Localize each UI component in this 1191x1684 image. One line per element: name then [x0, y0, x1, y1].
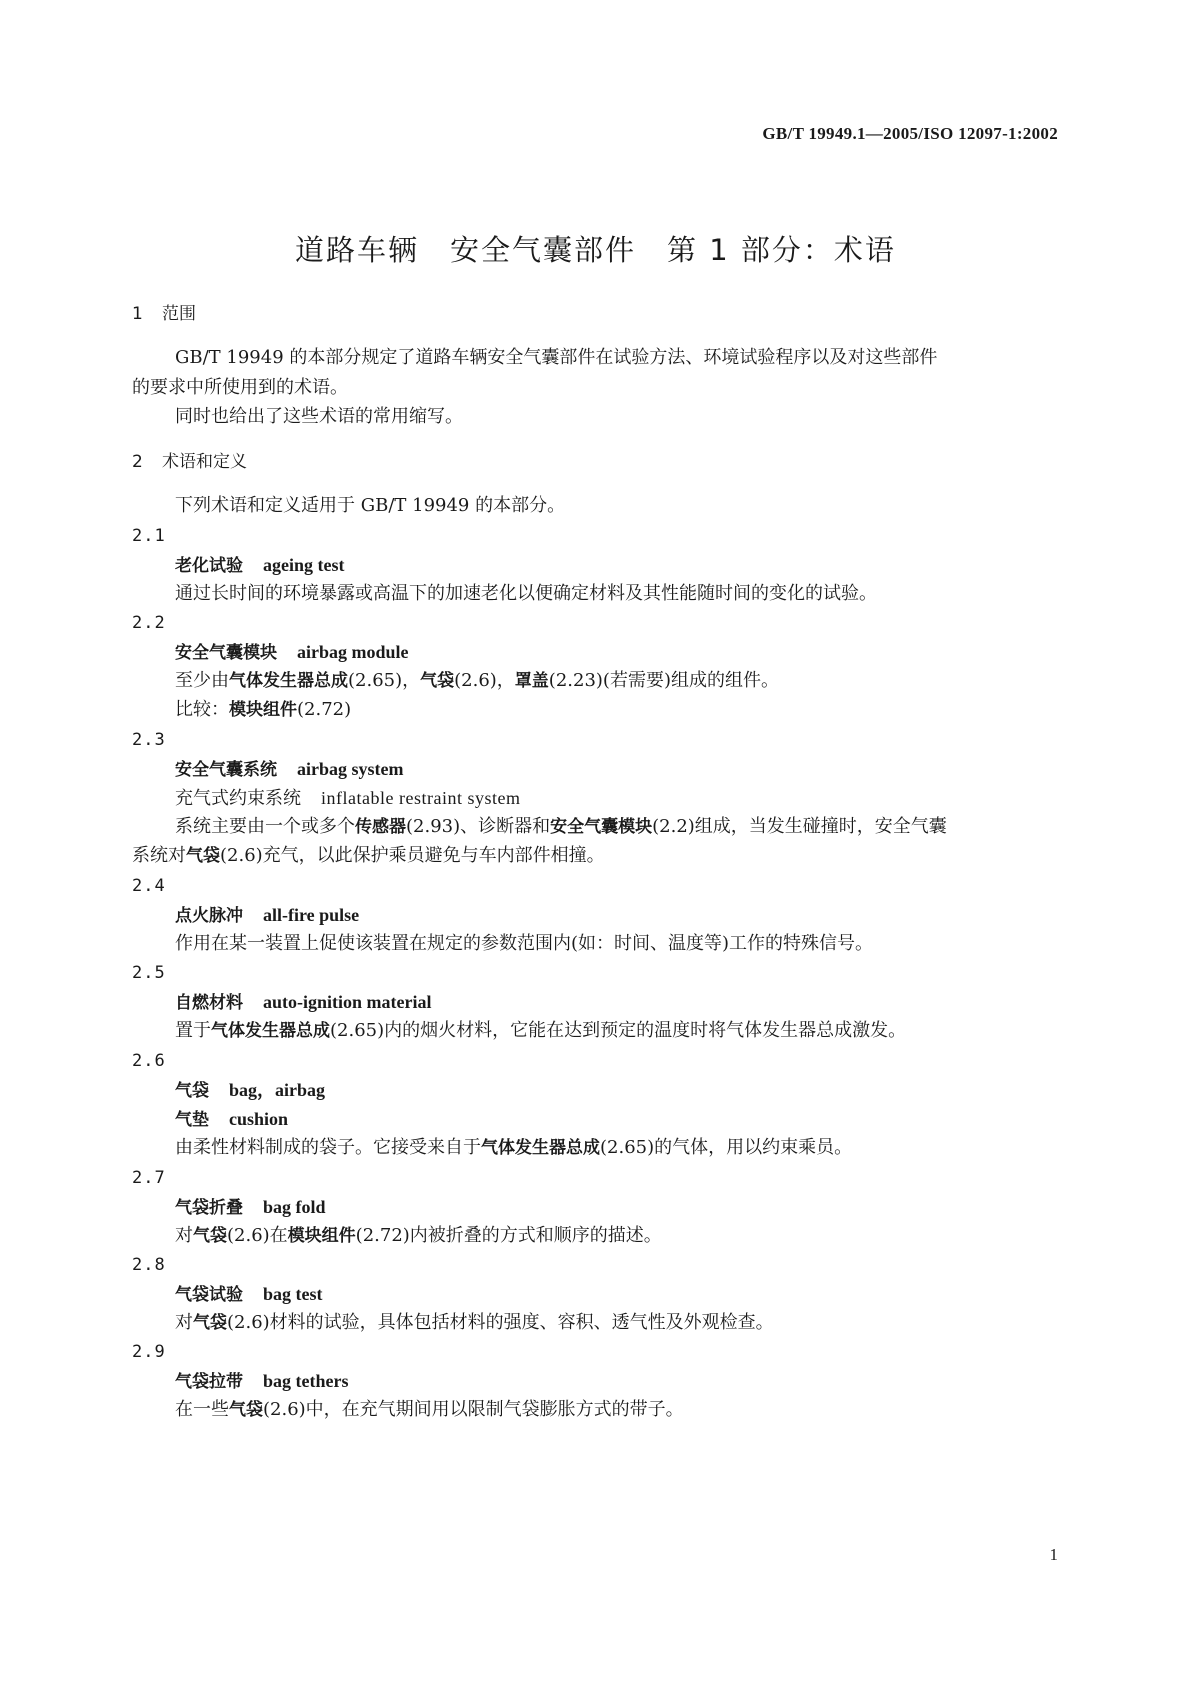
term-en: all-fire pulse	[263, 905, 360, 925]
document-title: 道路车辆 安全气囊部件 第 1 部分：术语	[295, 233, 896, 267]
term-entry	[175, 1195, 326, 1220]
cross-reference: 气袋	[193, 1313, 227, 1333]
term-zh: 气垫	[175, 1110, 209, 1130]
clause-number: 2.9	[132, 1342, 166, 1362]
term-compare	[175, 698, 351, 722]
text: 置于	[175, 1020, 211, 1041]
clause-number: 2.5	[132, 963, 166, 983]
term-entry	[175, 1078, 325, 1103]
text: 系统主要由一个或多个	[175, 816, 355, 837]
text: 系统对	[132, 845, 186, 866]
clause-number: 2.4	[132, 876, 166, 896]
text: (2.6)，	[454, 670, 515, 691]
term-en: auto-ignition material	[263, 992, 432, 1012]
term-entry	[175, 757, 404, 782]
term-zh: 气袋试验	[175, 1285, 243, 1305]
text: 对	[175, 1225, 193, 1246]
cross-reference: 传感器	[355, 817, 406, 837]
term-definition: 通过长时间的环境暴露或高温下的加速老化以便确定材料及其性能随时间的变化的试验。	[175, 583, 877, 604]
term-zh: 安全气囊系统	[175, 760, 277, 780]
text: (2.93)、诊断器和	[406, 816, 551, 837]
term-en: bag，airbag	[229, 1080, 326, 1100]
term-zh: 安全气囊模块	[175, 643, 277, 663]
section-2-heading	[132, 450, 247, 474]
term-entry	[175, 553, 344, 578]
text: (2.65)，	[348, 670, 421, 691]
text: (2.65)的气体，用以约束乘员。	[600, 1137, 853, 1158]
term-definition	[175, 1311, 774, 1335]
cross-reference: 气体发生器总成	[211, 1021, 330, 1041]
term-en: bag test	[263, 1284, 323, 1304]
text: 对	[175, 1312, 193, 1333]
section-1-heading	[132, 302, 196, 326]
term-en: airbag module	[297, 642, 409, 662]
text: (2.72)	[297, 699, 352, 720]
text: 由柔性材料制成的袋子。它接受来自于	[175, 1137, 481, 1158]
paragraph: 同时也给出了这些术语的常用缩写。	[175, 406, 463, 427]
term-definition	[175, 815, 947, 839]
text: (2.6)中，在充气期间用以限制气袋膨胀方式的带子。	[263, 1399, 684, 1420]
cross-reference: 气袋	[420, 671, 455, 691]
text: 在一些	[175, 1399, 229, 1420]
cross-reference: 气袋	[229, 1400, 263, 1420]
text: (2.65)内的烟火材料，它能在达到预定的温度时将气体发生器总成激发。	[330, 1020, 907, 1041]
term-entry	[175, 1369, 348, 1394]
clause-number: 2.6	[132, 1051, 166, 1071]
term-entry	[175, 640, 409, 665]
term-zh: 气袋折叠	[175, 1198, 243, 1218]
term-entry	[175, 1282, 323, 1307]
cross-reference: 罩盖	[514, 671, 549, 691]
term-zh: 气袋拉带	[175, 1372, 243, 1392]
paragraph: 的要求中所使用到的术语。	[132, 377, 348, 398]
term-entry	[175, 1107, 288, 1132]
text: 比较：	[175, 699, 229, 720]
cross-reference: 安全气囊模块	[550, 817, 653, 837]
term-definition	[175, 1019, 906, 1043]
section-number: 2	[132, 452, 143, 472]
term-definition	[175, 1224, 662, 1248]
clause-number: 2.1	[132, 526, 166, 546]
term-definition	[175, 669, 779, 693]
text: (2.72)内被折叠的方式和顺序的描述。	[355, 1225, 662, 1246]
synonym-zh: 充气式约束系统	[175, 788, 301, 809]
clause-number: 2.2	[132, 613, 166, 633]
synonym-en: inflatable restraint system	[321, 788, 521, 808]
term-zh: 老化试验	[175, 556, 243, 576]
term-en: cushion	[229, 1109, 289, 1129]
section-title: 范围	[162, 304, 196, 324]
text: (2.6)充气，以此保护乘员避免与车内部件相撞。	[220, 845, 605, 866]
term-entry	[175, 903, 359, 928]
term-definition	[132, 844, 605, 868]
term-synonym	[175, 786, 520, 811]
term-en: bag tethers	[263, 1371, 349, 1391]
section-title: 术语和定义	[162, 452, 247, 472]
cross-reference: 气体发生器总成	[481, 1138, 600, 1158]
term-zh: 自燃材料	[175, 993, 243, 1013]
page-number: 1	[1049, 1545, 1058, 1564]
cross-reference: 模块组件	[287, 1226, 356, 1246]
term-en: airbag system	[297, 759, 404, 779]
standard-code: GB/T 19949.1—2005/ISO 12097-1:2002	[762, 124, 1058, 143]
term-entry	[175, 990, 432, 1015]
cross-reference: 气体发生器总成	[229, 671, 348, 691]
text: (2.2)组成，当发生碰撞时，安全气囊	[652, 816, 947, 837]
term-zh: 点火脉冲	[175, 906, 243, 926]
text: (2.6)材料的试验，具体包括材料的强度、容积、透气性及外观检查。	[227, 1312, 774, 1333]
cross-reference: 气袋	[193, 1226, 227, 1246]
cross-reference: 模块组件	[229, 700, 297, 720]
term-zh: 气袋	[175, 1081, 209, 1101]
text: 至少由	[175, 670, 229, 691]
text: (2.6)在	[227, 1225, 288, 1246]
term-en: bag fold	[263, 1197, 326, 1217]
clause-number: 2.8	[132, 1255, 166, 1275]
clause-number: 2.7	[132, 1168, 166, 1188]
paragraph: 下列术语和定义适用于 GB/T 19949 的本部分。	[175, 495, 566, 516]
clause-number: 2.3	[132, 730, 166, 750]
section-number: 1	[132, 304, 143, 324]
cross-reference: 气袋	[186, 846, 220, 866]
term-en: ageing test	[263, 555, 345, 575]
term-definition	[175, 1398, 684, 1422]
term-definition	[175, 1136, 852, 1160]
paragraph: GB/T 19949 的本部分规定了道路车辆安全气囊部件在试验方法、环境试验程序以及对这些部件	[175, 347, 938, 368]
text: (2.23)(若需要)组成的组件。	[548, 670, 779, 691]
term-definition: 作用在某一装置上促使该装置在规定的参数范围内(如：时间、温度等)工作的特殊信号。	[175, 933, 874, 954]
